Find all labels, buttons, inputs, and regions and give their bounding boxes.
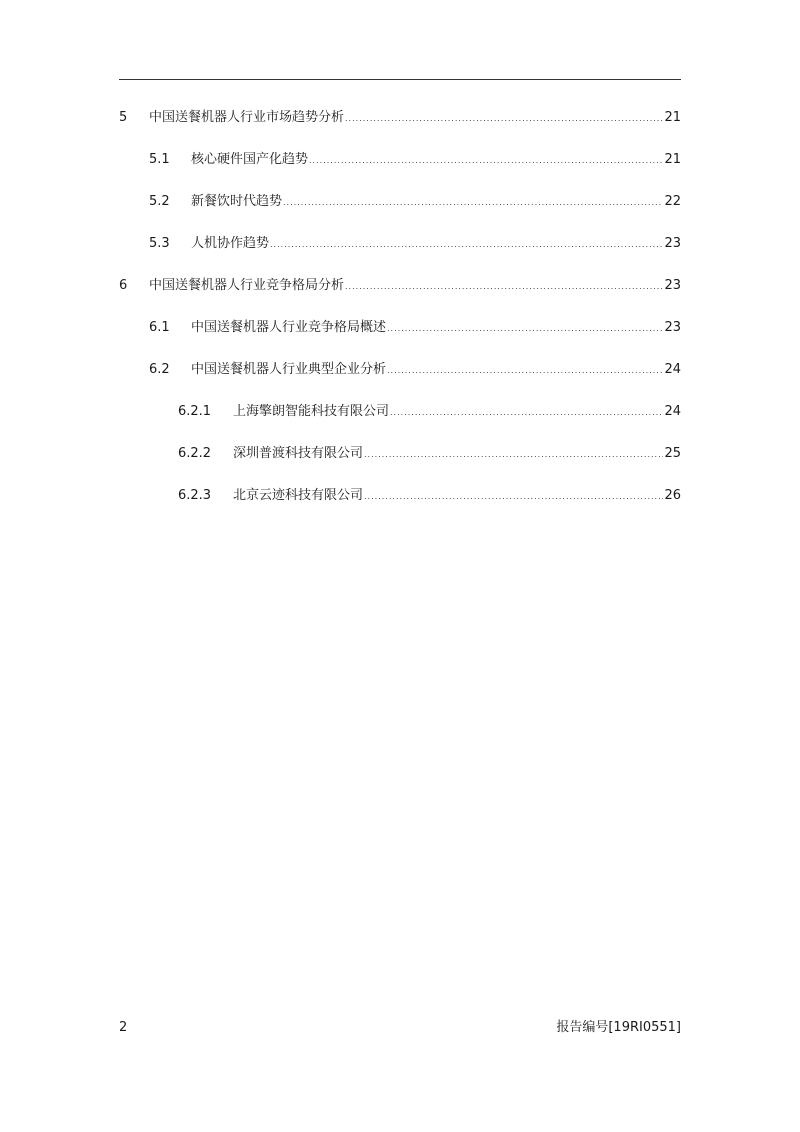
toc-dot-leader	[387, 361, 663, 381]
toc-entry-title: 中国送餐机器人行业竞争格局概述	[191, 320, 387, 335]
toc-entry[interactable]	[119, 276, 681, 296]
toc-dot-leader	[283, 193, 663, 213]
toc-entry[interactable]	[149, 150, 681, 170]
footer-report-id: 报告编号[19RI0551]	[556, 1020, 681, 1035]
toc-entry-title: 上海擎朗智能科技有限公司	[233, 404, 390, 419]
toc-entry-number: 6.2.1	[178, 404, 212, 419]
toc-entry-number: 5.1	[149, 152, 170, 167]
toc-entry-title: 北京云迹科技有限公司	[233, 488, 364, 503]
toc-entry-page: 23	[664, 320, 681, 335]
toc-entry-number: 6.2.2	[178, 446, 212, 461]
toc-entry-page: 26	[664, 488, 681, 503]
toc-entry[interactable]	[149, 234, 681, 254]
toc-entry-title: 核心硬件国产化趋势	[191, 152, 309, 167]
toc-entry-page: 22	[664, 194, 681, 209]
toc-entry-page: 25	[664, 446, 681, 461]
toc-dot-leader	[364, 445, 663, 465]
toc-entry-page: 24	[664, 404, 681, 419]
toc-dot-leader	[364, 487, 663, 507]
toc-dot-leader	[270, 235, 663, 255]
toc-dot-leader	[345, 109, 663, 129]
toc-entry[interactable]	[178, 402, 681, 422]
toc-entry-page: 23	[664, 278, 681, 293]
toc-dot-leader	[345, 277, 663, 297]
toc-entry[interactable]	[178, 486, 681, 506]
toc-entry-number: 6.1	[149, 320, 170, 335]
toc-entry-title: 中国送餐机器人行业市场趋势分析	[149, 110, 345, 125]
toc-entry-title: 新餐饮时代趋势	[191, 194, 283, 209]
toc-entry-title: 中国送餐机器人行业典型企业分析	[191, 362, 387, 377]
toc-entry[interactable]	[149, 360, 681, 380]
toc-entry-number: 6.2.3	[178, 488, 212, 503]
toc-entry[interactable]	[149, 192, 681, 212]
toc-entry-page: 24	[664, 362, 681, 377]
toc-dot-leader	[387, 319, 663, 339]
toc-entry-number: 5	[119, 110, 128, 125]
toc-entry-title: 人机协作趋势	[191, 236, 270, 251]
toc-dot-leader	[390, 403, 663, 423]
toc-entry-page: 21	[664, 110, 681, 125]
header-rule	[119, 79, 681, 80]
toc-entry[interactable]	[119, 108, 681, 128]
toc-entry-number: 5.2	[149, 194, 170, 209]
toc-entry[interactable]	[149, 318, 681, 338]
toc-entry-page: 21	[664, 152, 681, 167]
toc-entry-page: 23	[664, 236, 681, 251]
toc-entry-title: 深圳普渡科技有限公司	[233, 446, 364, 461]
footer-page-number: 2	[119, 1020, 128, 1035]
toc-entry-number: 5.3	[149, 236, 170, 251]
toc-entry[interactable]	[178, 444, 681, 464]
toc-entry-number: 6.2	[149, 362, 170, 377]
toc-entry-title: 中国送餐机器人行业竞争格局分析	[149, 278, 345, 293]
toc-entry-number: 6	[119, 278, 128, 293]
toc-dot-leader	[309, 151, 663, 171]
